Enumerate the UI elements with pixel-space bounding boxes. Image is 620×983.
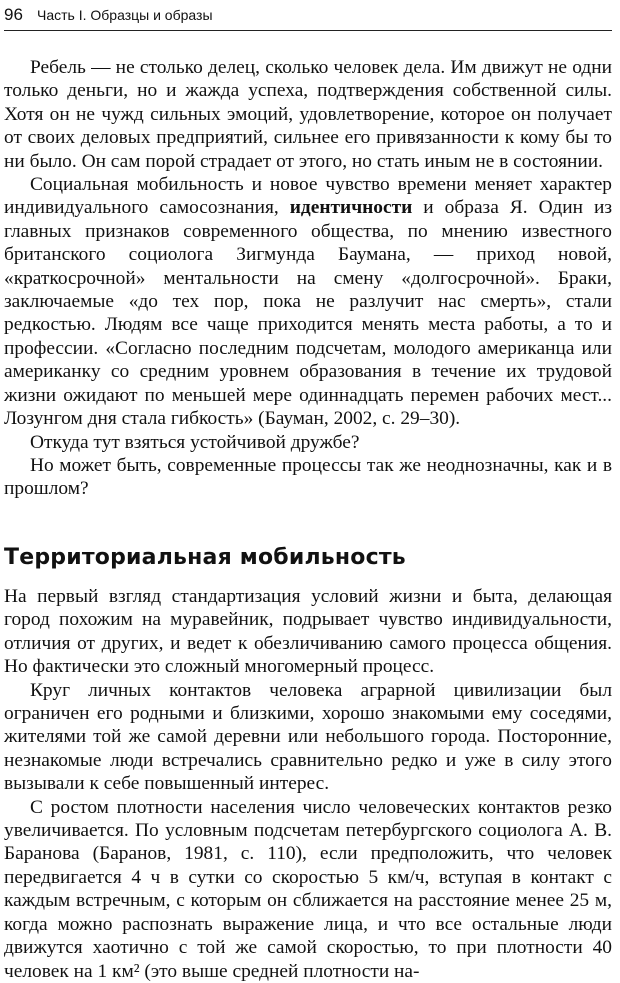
paragraph: Ребель — не столько делец, сколько человек дела. Им движут не одни только деньги, но и жажда успеха, подтверждения собственной силы. Хотя он не чужд сильных эмоций, удовлетворение, которое он получает от своих деловых предприятий, сильнее его привязанности к кому бы то ни было. Он сам порой страдает от этого, но стать иным не в состоянии. (4, 57, 612, 172)
page-number: 96 (4, 5, 23, 24)
running-header (4, 2, 612, 31)
section-heading: Территориальная мобильность (4, 545, 406, 570)
paragraph (4, 173, 612, 430)
emphasized-term: идентичности (289, 197, 413, 219)
section-text-block (4, 585, 612, 983)
paragraph: На первый взгляд стандартизация условий жизни и быта, делающая город похожим на муравейник, подрывает чувство индивидуальности, отличия от других, и ведет к обезличиванию самого процесса общения. Но фактически это сложный многомерный процесс. (4, 586, 612, 678)
paragraph: Круг личных контактов человека аграрной цивилизации был ограничен его родными и близкими, хорошо знакомыми ему соседями, жителями той же самой деревни или небольшого города. Посторонние, незнакомые люди встречались сравнительно редко и уже в силу этого вызывали к себе повышенный интерес. (4, 679, 612, 795)
paragraph-text: и образа Я. Один из главных признаков современного общества, по мнению известного британского социолога Зигмунда Баумана, — приход новой, «краткосрочной» ментальности на смену «долгосрочной». Браки, заключаемые «до тех пор, пока не разлучит нас смерть», стали редкостью. Людям все чаще приходится менять места работы, а то и профессии. «Согласно последним подсчетам, молодого американца или американку со средним уровнем образования в течение их трудовой жизни ожидают по меньшей мере одиннадцать перемен рабочих мест... Лозунгом дня стала гибкость» (Бауман, 2002, с. 29–30). (4, 197, 612, 430)
paragraph: Откуда тут взяться устойчивой дружбе? (30, 431, 360, 453)
paragraph: С ростом плотности населения число человеческих контактов резко увеличивается. По условным подсчетам петербургского социолога А. В. Баранова (Баранов, 1981, с. 110), если предположить, что человек передвигается 4 ч в сутки со скоростью 5 км/ч, вступая в контакт с каждым встречным, с которым он сближается на расстояние менее 25 м, когда можно распознать выражение лица, и что все остальные люди движутся хаотично с той же самой скоростью, то при плотности 40 человек на 1 км² (это выше средней плотности на- (4, 796, 612, 982)
paragraph-text: Социальная мобильность и новое чувство времени меняет характер индивидуального самосознания, (4, 174, 612, 219)
paragraph: Но может быть, современные процессы так же неоднозначны, как и в прошлом? (4, 454, 612, 500)
intro-text-block (4, 56, 612, 501)
running-title: Часть I. Образцы и образы (37, 7, 213, 23)
